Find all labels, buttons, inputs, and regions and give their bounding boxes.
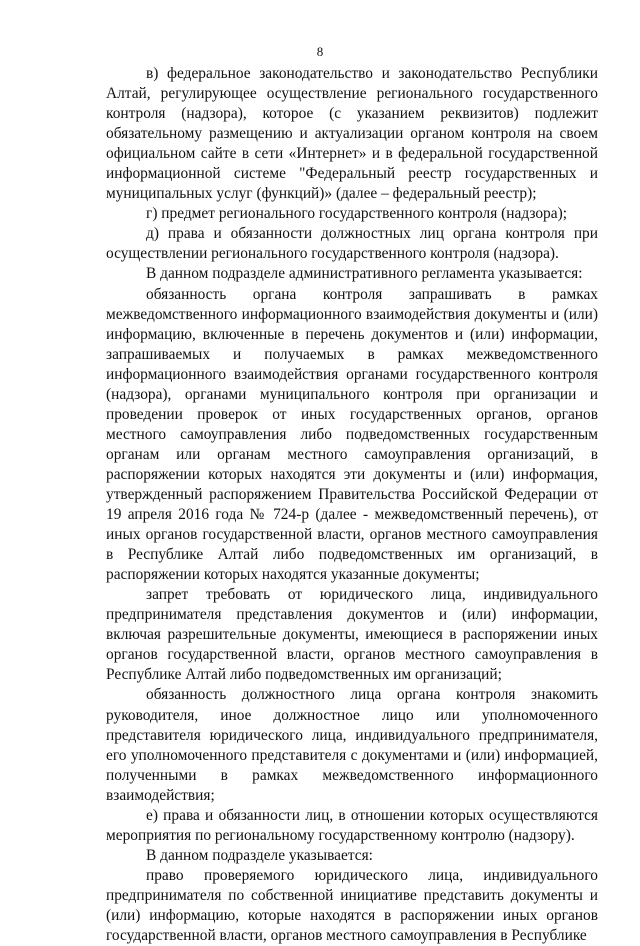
page-number: 8 xyxy=(316,44,324,59)
paragraph-persons-rights: е) права и обязанности лиц, в отношении которых осуществляются мероприятия по региональному государственному контролю (надзору). xyxy=(106,806,598,844)
paragraph-legislation: в) федеральное законодательство и законодательство Республики Алтай, регулирующее осуществление регионального государственного контроля (надзора), которое (с указанием реквизитов) подлежит обязательному размещению и актуализации органом контроля на своем официальном сайте в сети «Интернет» и в федеральной государственной информационной системе "Федеральный реестр государственных и муниципальных услуг (функций)» (далее – федеральный реестр); xyxy=(106,65,598,203)
paragraph-prohibition: запрет требовать от юридического лица, индивидуального предпринимателя представления документов и (или) информации, включая разрешительные документы, имеющиеся в распоряжении иных органов государственной власти, органов местного самоуправления в Республике Алтай либо подведомственных им организаций; xyxy=(106,586,598,684)
paragraph-subsection-intro-2: В данном подразделе указывается: xyxy=(146,846,373,864)
paragraph-duty-acquaint: обязанность должностного лица органа контроля знакомить руководителя, иное должностное лицо или уполномоченного представителя юридического лица, индивидуального предпринимателя, его уполномоченного представителя с документами и (или) информацией, полученными в рамках межведомственного информационного взаимодействия; xyxy=(106,686,598,804)
paragraph-officials-rights: д) права и обязанности должностных лиц органа контроля при осуществлении регионального государственного контроля (надзора). xyxy=(106,225,598,263)
paragraph-right-to-submit: право проверяемого юридического лица, индивидуального предпринимателя по собственной инициативе представить документы и (или) информацию, которые находятся в распоряжении иных органов государственной власти, органов местного самоуправления в Республике xyxy=(106,866,598,945)
paragraph-subject: г) предмет регионального государственного контроля (надзора); xyxy=(146,205,567,223)
document-body xyxy=(106,64,598,945)
paragraph-subsection-intro: В данном подразделе административного регламента указывается: xyxy=(146,265,583,283)
paragraph-duty-request: обязанность органа контроля запрашивать в рамках межведомственного информационного взаимодействия документы и (или) информацию, включенные в перечень документов и (или) информации, запрашиваемых и получаемых в рамках межведомственного информационного взаимодействия органами государственного контроля (надзора), органами муниципального контроля при организации и проведении проверок от иных государственных органов, органов местного самоуправления либо подведомственных государственным органам или органам местного самоуправления организаций, в распоряжении которых находятся эти документы и (или) информация, утвержденный распоряжением Правительства Российской Федерации от 19 апреля 2016 года № 724-р (далее - межведомственный перечень), от иных органов государственной власти, органов местного самоуправления в Республике Алтай либо подведомственных им организаций, в распоряжении которых находятся указанные документы; xyxy=(106,285,598,584)
